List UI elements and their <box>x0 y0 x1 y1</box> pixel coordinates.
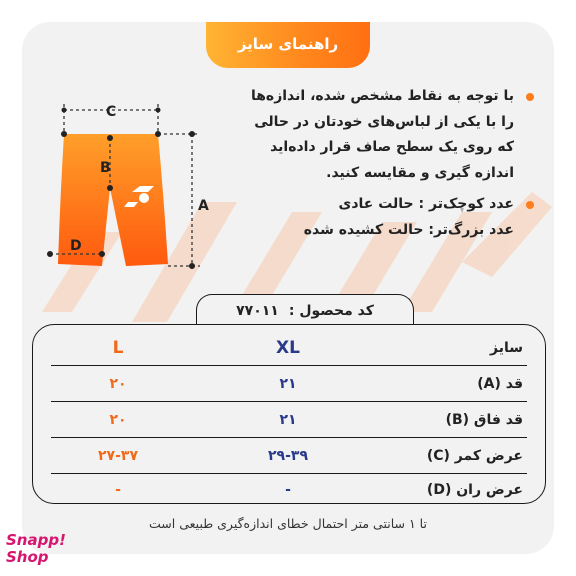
header-size-l: L <box>112 338 124 358</box>
product-code-value: ۷۷۰۱۱ <box>236 302 279 319</box>
instruction-line: اندازه گیری و مقایسه کنید. <box>326 164 514 181</box>
table-row <box>33 367 545 401</box>
instruction-numbers <box>224 192 534 243</box>
bullet-dot-icon <box>526 201 534 209</box>
snappshop-logo <box>6 532 68 566</box>
size-guide-card <box>22 22 554 554</box>
brand-line-1: Snapp! <box>6 531 66 549</box>
instruction-line: را با یکی از لباس‌های خودتان در حالی <box>254 113 514 130</box>
instruction-line: عدد کوچک‌تر : حالت عادی <box>338 196 514 212</box>
instruction-measure <box>224 84 534 186</box>
row-label: عرض کمر (C) <box>426 448 523 464</box>
table-row <box>33 403 545 437</box>
row-label: قد فاق (B) <box>445 412 523 428</box>
label-d: D <box>70 238 82 254</box>
cell-xl: ۲۱ <box>279 376 297 392</box>
bullet-dot-icon <box>526 93 534 101</box>
size-guide-title: راهنمای سایز <box>206 22 370 68</box>
row-divider <box>51 437 527 438</box>
cell-l: ۲۰ <box>109 412 127 428</box>
table-header-row <box>33 331 545 365</box>
row-label: قد (A) <box>477 376 523 392</box>
cell-l: - <box>115 482 121 498</box>
measurement-footnote: تا ۱ سانتی متر احتمال خطای اندازه‌گیری طبیعی است <box>149 516 427 531</box>
row-label: عرض ران (D) <box>426 482 523 498</box>
cell-xl: - <box>285 482 291 498</box>
header-size-xl: XL <box>276 338 300 358</box>
label-b: B <box>100 160 111 176</box>
table-row <box>33 439 545 473</box>
header-size-label: سایز <box>490 340 523 356</box>
product-code-label: کد محصول : <box>288 302 374 319</box>
instructions <box>224 84 534 243</box>
instruction-line: عدد بزرگ‌تر: حالت کشیده شده <box>303 221 514 238</box>
instruction-line: که روی یک سطح صاف قرار داده‌اید <box>270 139 514 155</box>
brand-line-2: Shop <box>6 548 49 566</box>
size-table <box>32 324 546 504</box>
cell-xl: ۲۱ <box>279 412 297 428</box>
cell-l: ۲۷-۳۷ <box>98 448 138 464</box>
table-row <box>33 473 545 504</box>
instruction-line: با توجه به نقاط مشخص شده، اندازه‌ها <box>250 88 514 104</box>
cell-l: ۲۰ <box>109 376 127 392</box>
row-divider <box>51 365 527 366</box>
cell-xl: ۲۹-۳۹ <box>268 448 308 464</box>
label-c: C <box>106 104 117 120</box>
row-divider <box>51 401 527 402</box>
product-code <box>196 294 414 326</box>
shorts-diagram <box>40 90 240 280</box>
label-a: A <box>198 198 209 214</box>
